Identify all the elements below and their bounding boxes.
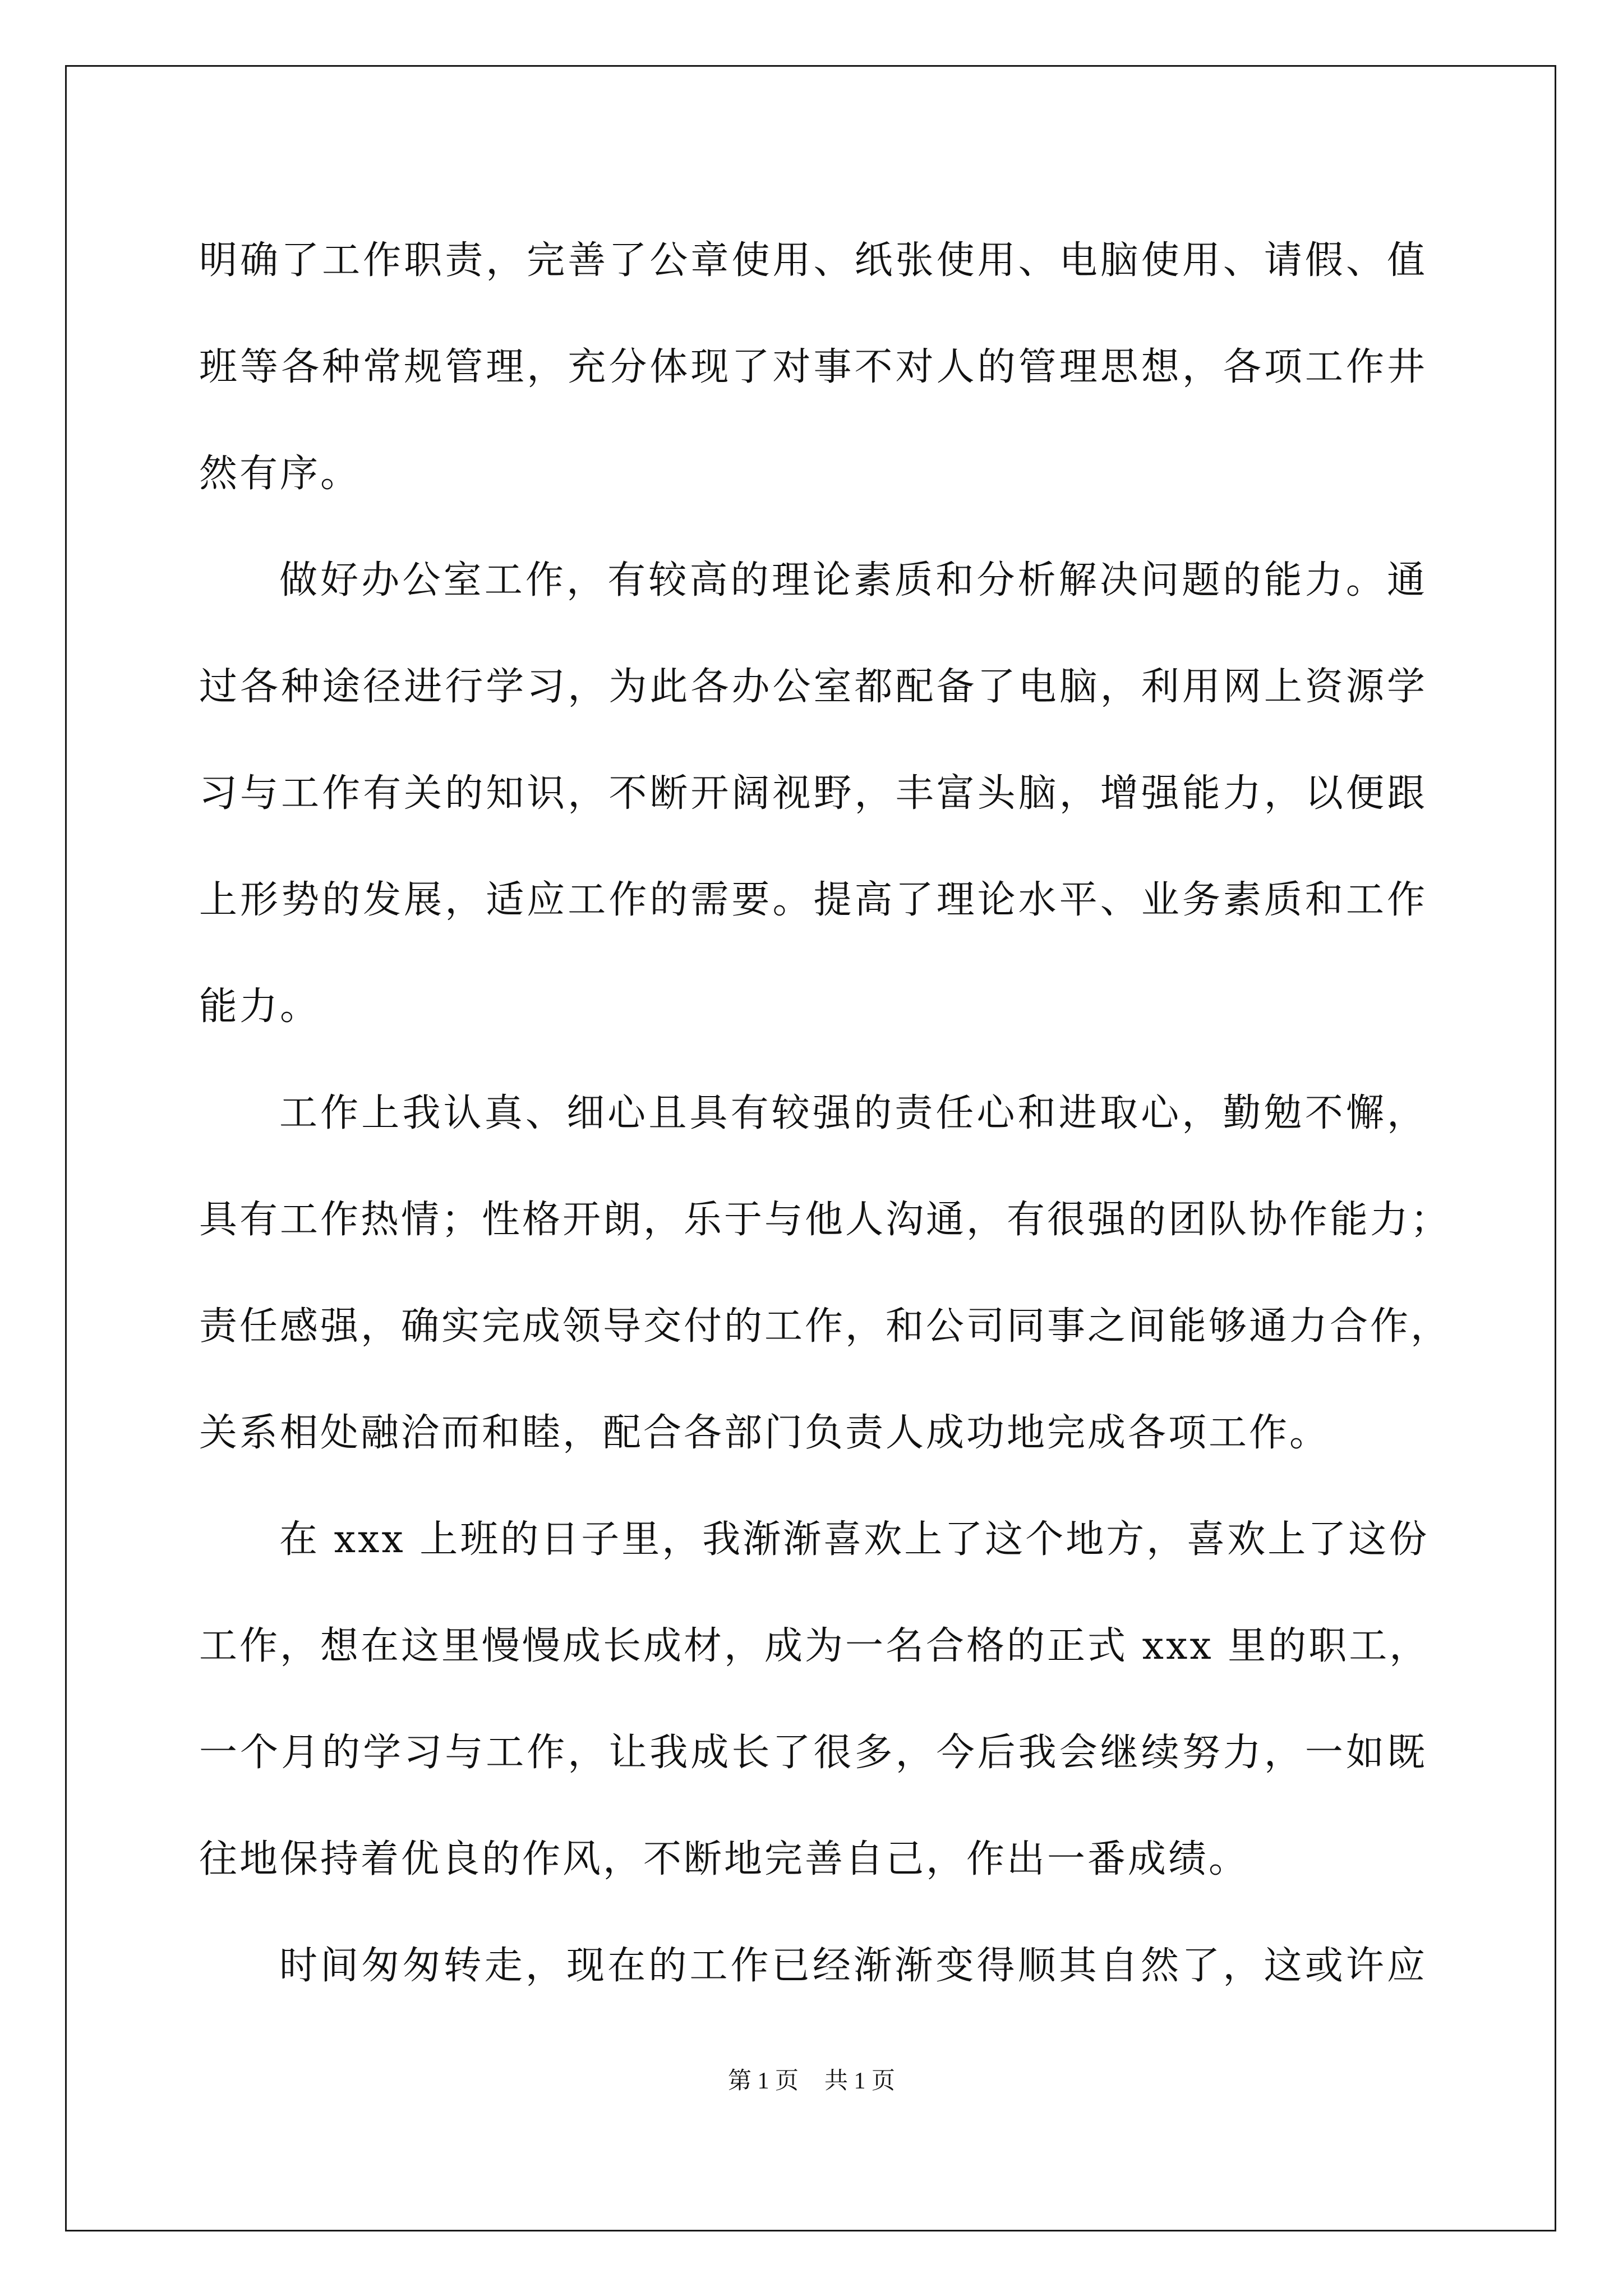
text-line: 责任感强，确实完成领导交付的工作，和公司同事之间能够通力合作， (199, 1304, 1451, 1349)
text-line: 然有序。 (199, 452, 361, 496)
text-line: 做好办公室工作，有较高的理论素质和分析解决问题的能力。通 (279, 558, 1427, 602)
text-line: 关系相处融洽而和睦，配合各部门负责人成功地完成各项工作。 (199, 1411, 1330, 1455)
text-line: 明确了工作职责，完善了公章使用、纸张使用、电脑使用、请假、值 (199, 238, 1427, 283)
text-line: 时间匆匆转走，现在的工作已经渐渐变得顺其自然了，这或许应 (279, 1944, 1427, 1988)
text-line: 在 xxx 上班的日子里，我渐渐喜欢上了这个地方，喜欢上了这份 (279, 1517, 1430, 1562)
text-line: 习与工作有关的知识，不断开阔视野，丰富头脑，增强能力，以便跟 (199, 771, 1427, 816)
text-line: 上形势的发展，适应工作的需要。提高了理论水平、业务素质和工作 (199, 878, 1427, 922)
page-footer (0, 2064, 1623, 2098)
page-total: 共 1 页 (824, 2068, 896, 2094)
text-line: 一个月的学习与工作，让我成长了很多，今后我会继续努力，一如既 (199, 1731, 1427, 1775)
text-line: 班等各种常规管理，充分体现了对事不对人的管理思想，各项工作井 (199, 345, 1427, 389)
document-body (199, 208, 1451, 2019)
text-line: 工作，想在这里慢慢成长成材，成为一名合格的正式 xxx 里的职工， (199, 1624, 1430, 1668)
text-line: 过各种途径进行学习，为此各办公室都配备了电脑，利用网上资源学 (199, 665, 1427, 709)
text-line: 能力。 (199, 984, 321, 1029)
text-line: 往地保持着优良的作风，不断地完善自己，作出一番成绩。 (199, 1837, 1249, 1881)
text-line: 具有工作热情；性格开朗，乐于与他人沟通，有很强的团队协作能力； (199, 1198, 1451, 1242)
page-number: 第 1 页 (727, 2068, 799, 2094)
text-line: 工作上我认真、细心且具有较强的责任心和进取心，勤勉不懈， (279, 1091, 1427, 1135)
